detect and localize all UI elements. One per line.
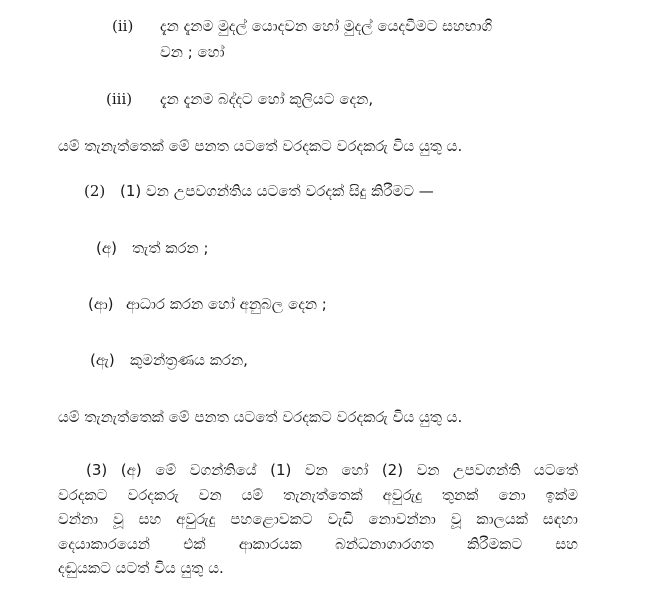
sub-item-aa-marker: (ආ) xyxy=(88,295,114,313)
sub-item-ae-text: කුමන්ත්‍රණය කරන, xyxy=(130,351,248,369)
subsection-2-heading xyxy=(84,181,434,201)
subsection-3-line-3: වන්නා වූ සහ අවුරුදු පහළොවකට වැඩි නොවන්නා වූ කාලයක් සඳහා xyxy=(58,510,578,528)
closing-clause-2-text: යම් තැනැත්තෙක් මේ පනත යටතේ වරදකට වරදකරු විය යුතු ය. xyxy=(58,408,463,426)
sub-item-aa xyxy=(88,294,327,314)
sub-item-aa-text: ආධාර කරන හෝ අනුබල දෙන ; xyxy=(126,295,327,313)
item-ii-text-line2: වන ; හෝ xyxy=(160,43,225,61)
subsection-3-line-2: වරදකට වරදකරු වන යම් තැනැත්තෙක් අවුරුදු තුනක් නො ඉක්ම xyxy=(58,485,578,504)
sub-item-ae xyxy=(90,350,248,370)
item-iii-marker: (iii) xyxy=(106,90,133,108)
closing-clause-2 xyxy=(58,407,462,427)
item-ii-text-line1: දැන දැනම මුදල් යොදවන හෝ මුදල් යෙදවීමට සහභාගි xyxy=(160,17,493,35)
subsection-3-line-5: දඬුයකට යටත් විය යුතු ය. xyxy=(58,559,224,577)
item-iii-text: දැන දැනම බද්දට හෝ කුලියට දෙන, xyxy=(160,90,374,108)
sub-item-a-text: තැත් කරන ; xyxy=(132,239,209,257)
sub-item-ae-marker: (ඇ) xyxy=(90,351,115,369)
subsection-3-line-1: (3) (අ) මේ වගන්තියේ (1) වන හෝ (2) වන උපවගන්ති යටතේ xyxy=(86,461,578,479)
sub-item-a xyxy=(96,238,209,258)
item-ii-continuation xyxy=(160,42,225,62)
item-iii xyxy=(106,89,373,109)
subsection-3-paragraph xyxy=(58,458,578,581)
closing-clause-1 xyxy=(58,136,462,156)
subsection-3-line-4: දෙයාකාරයෙන් එක් ආකාරයක බන්ධනාගාරගත කිරීමකට සහ xyxy=(58,534,578,553)
sub-item-a-marker: (අ) xyxy=(96,239,117,257)
subsection-2-marker: (2) xyxy=(84,182,106,200)
item-ii-marker: (ii) xyxy=(112,17,134,35)
closing-clause-1-text: යම් තැනැත්තෙක් මේ පනත යටතේ වරදකට වරදකරු විය යුතු ය. xyxy=(58,137,463,155)
item-ii xyxy=(112,16,492,36)
subsection-2-text: (1) වන උපවගන්තිය යටතේ වරදක් සිදු කිරීමට — xyxy=(120,182,434,200)
